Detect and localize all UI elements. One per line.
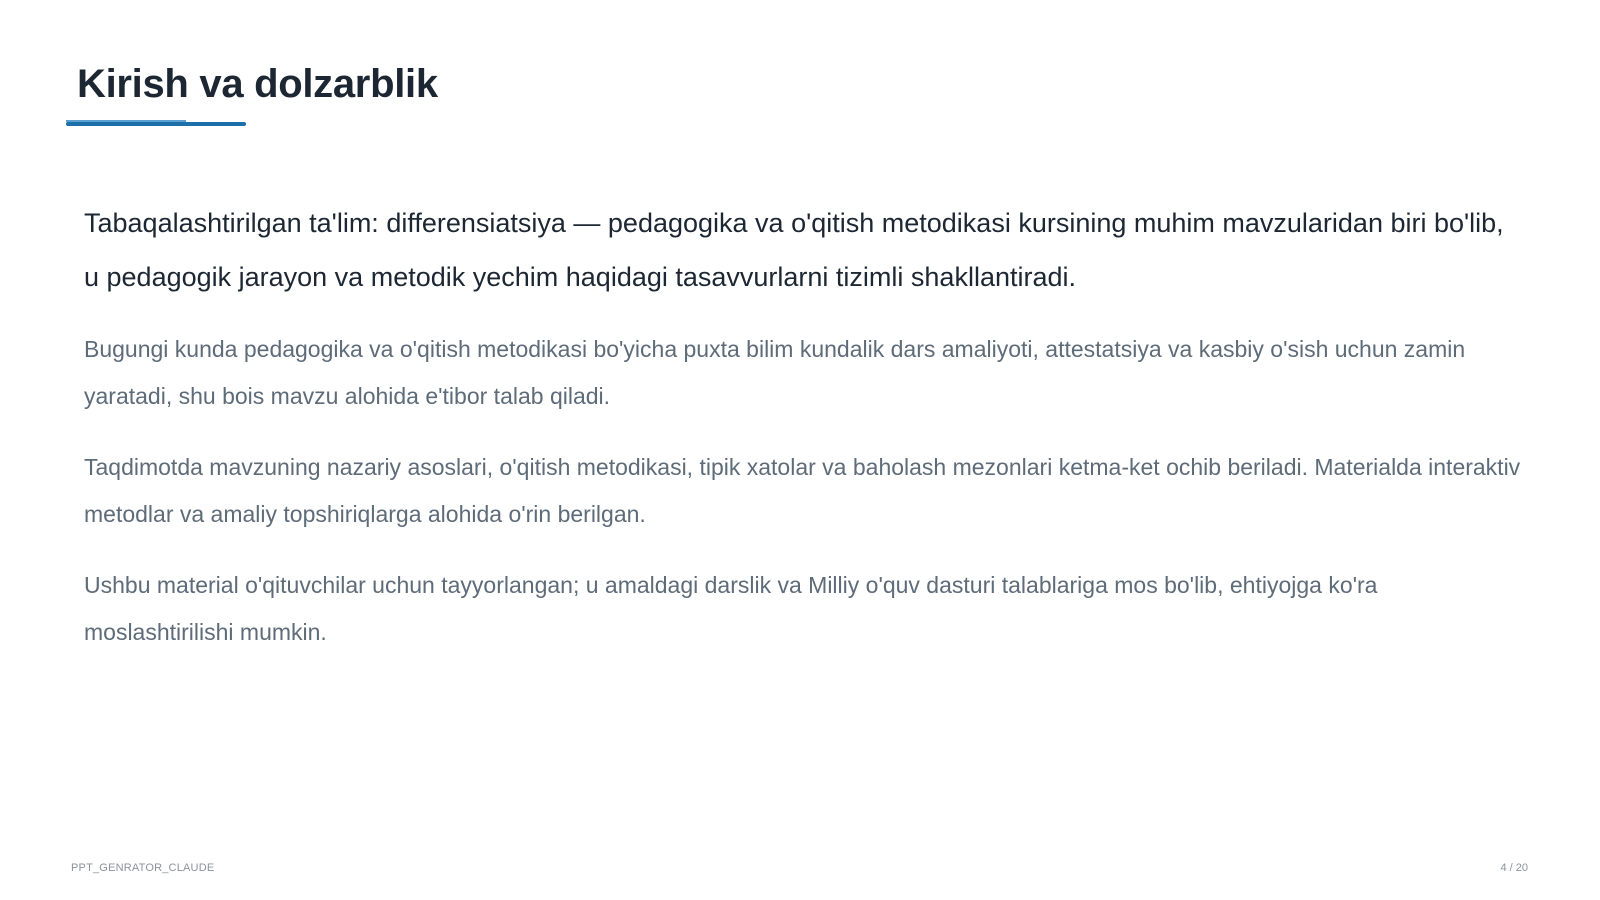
title-underline-accent <box>66 120 186 122</box>
slide-content <box>84 196 1524 680</box>
slide-title: Kirish va dolzarblik <box>77 62 438 106</box>
lead-paragraph: Tabaqalashtirilgan ta'lim: differensiatsiya — pedagogika va o'qitish metodikasi kursining muhim mavzularidan biri bo'lib, u pedagogik jarayon va metodik yechim haqidagi tasavvurlarni tizimli shakllantiradi. <box>84 208 1504 292</box>
page-number: 4 / 20 <box>1500 862 1528 874</box>
body-paragraph-3: Ushbu material o'qituvchilar uchun tayyorlangan; u amaldagi darslik va Milliy o'quv dasturi talablariga mos bo'lib, ehtiyojga ko'ra moslashtirilishi mumkin. <box>84 572 1378 645</box>
footer-brand: PPT_GENRATOR_CLAUDE <box>71 862 215 874</box>
title-underline <box>66 122 246 126</box>
body-paragraph-1: Bugungi kunda pedagogika va o'qitish metodikasi bo'yicha puxta bilim kundalik dars amaliyoti, attestatsiya va kasbiy o'sish uchun zamin yaratadi, shu bois mavzu alohida e'tibor talab qiladi. <box>84 336 1466 409</box>
body-paragraph-2: Taqdimotda mavzuning nazariy asoslari, o'qitish metodikasi, tipik xatolar va baholash mezonlari ketma-ket ochib beriladi. Materialda interaktiv metodlar va amaliy topshiriqlarga alohida o'rin berilgan. <box>84 454 1521 527</box>
